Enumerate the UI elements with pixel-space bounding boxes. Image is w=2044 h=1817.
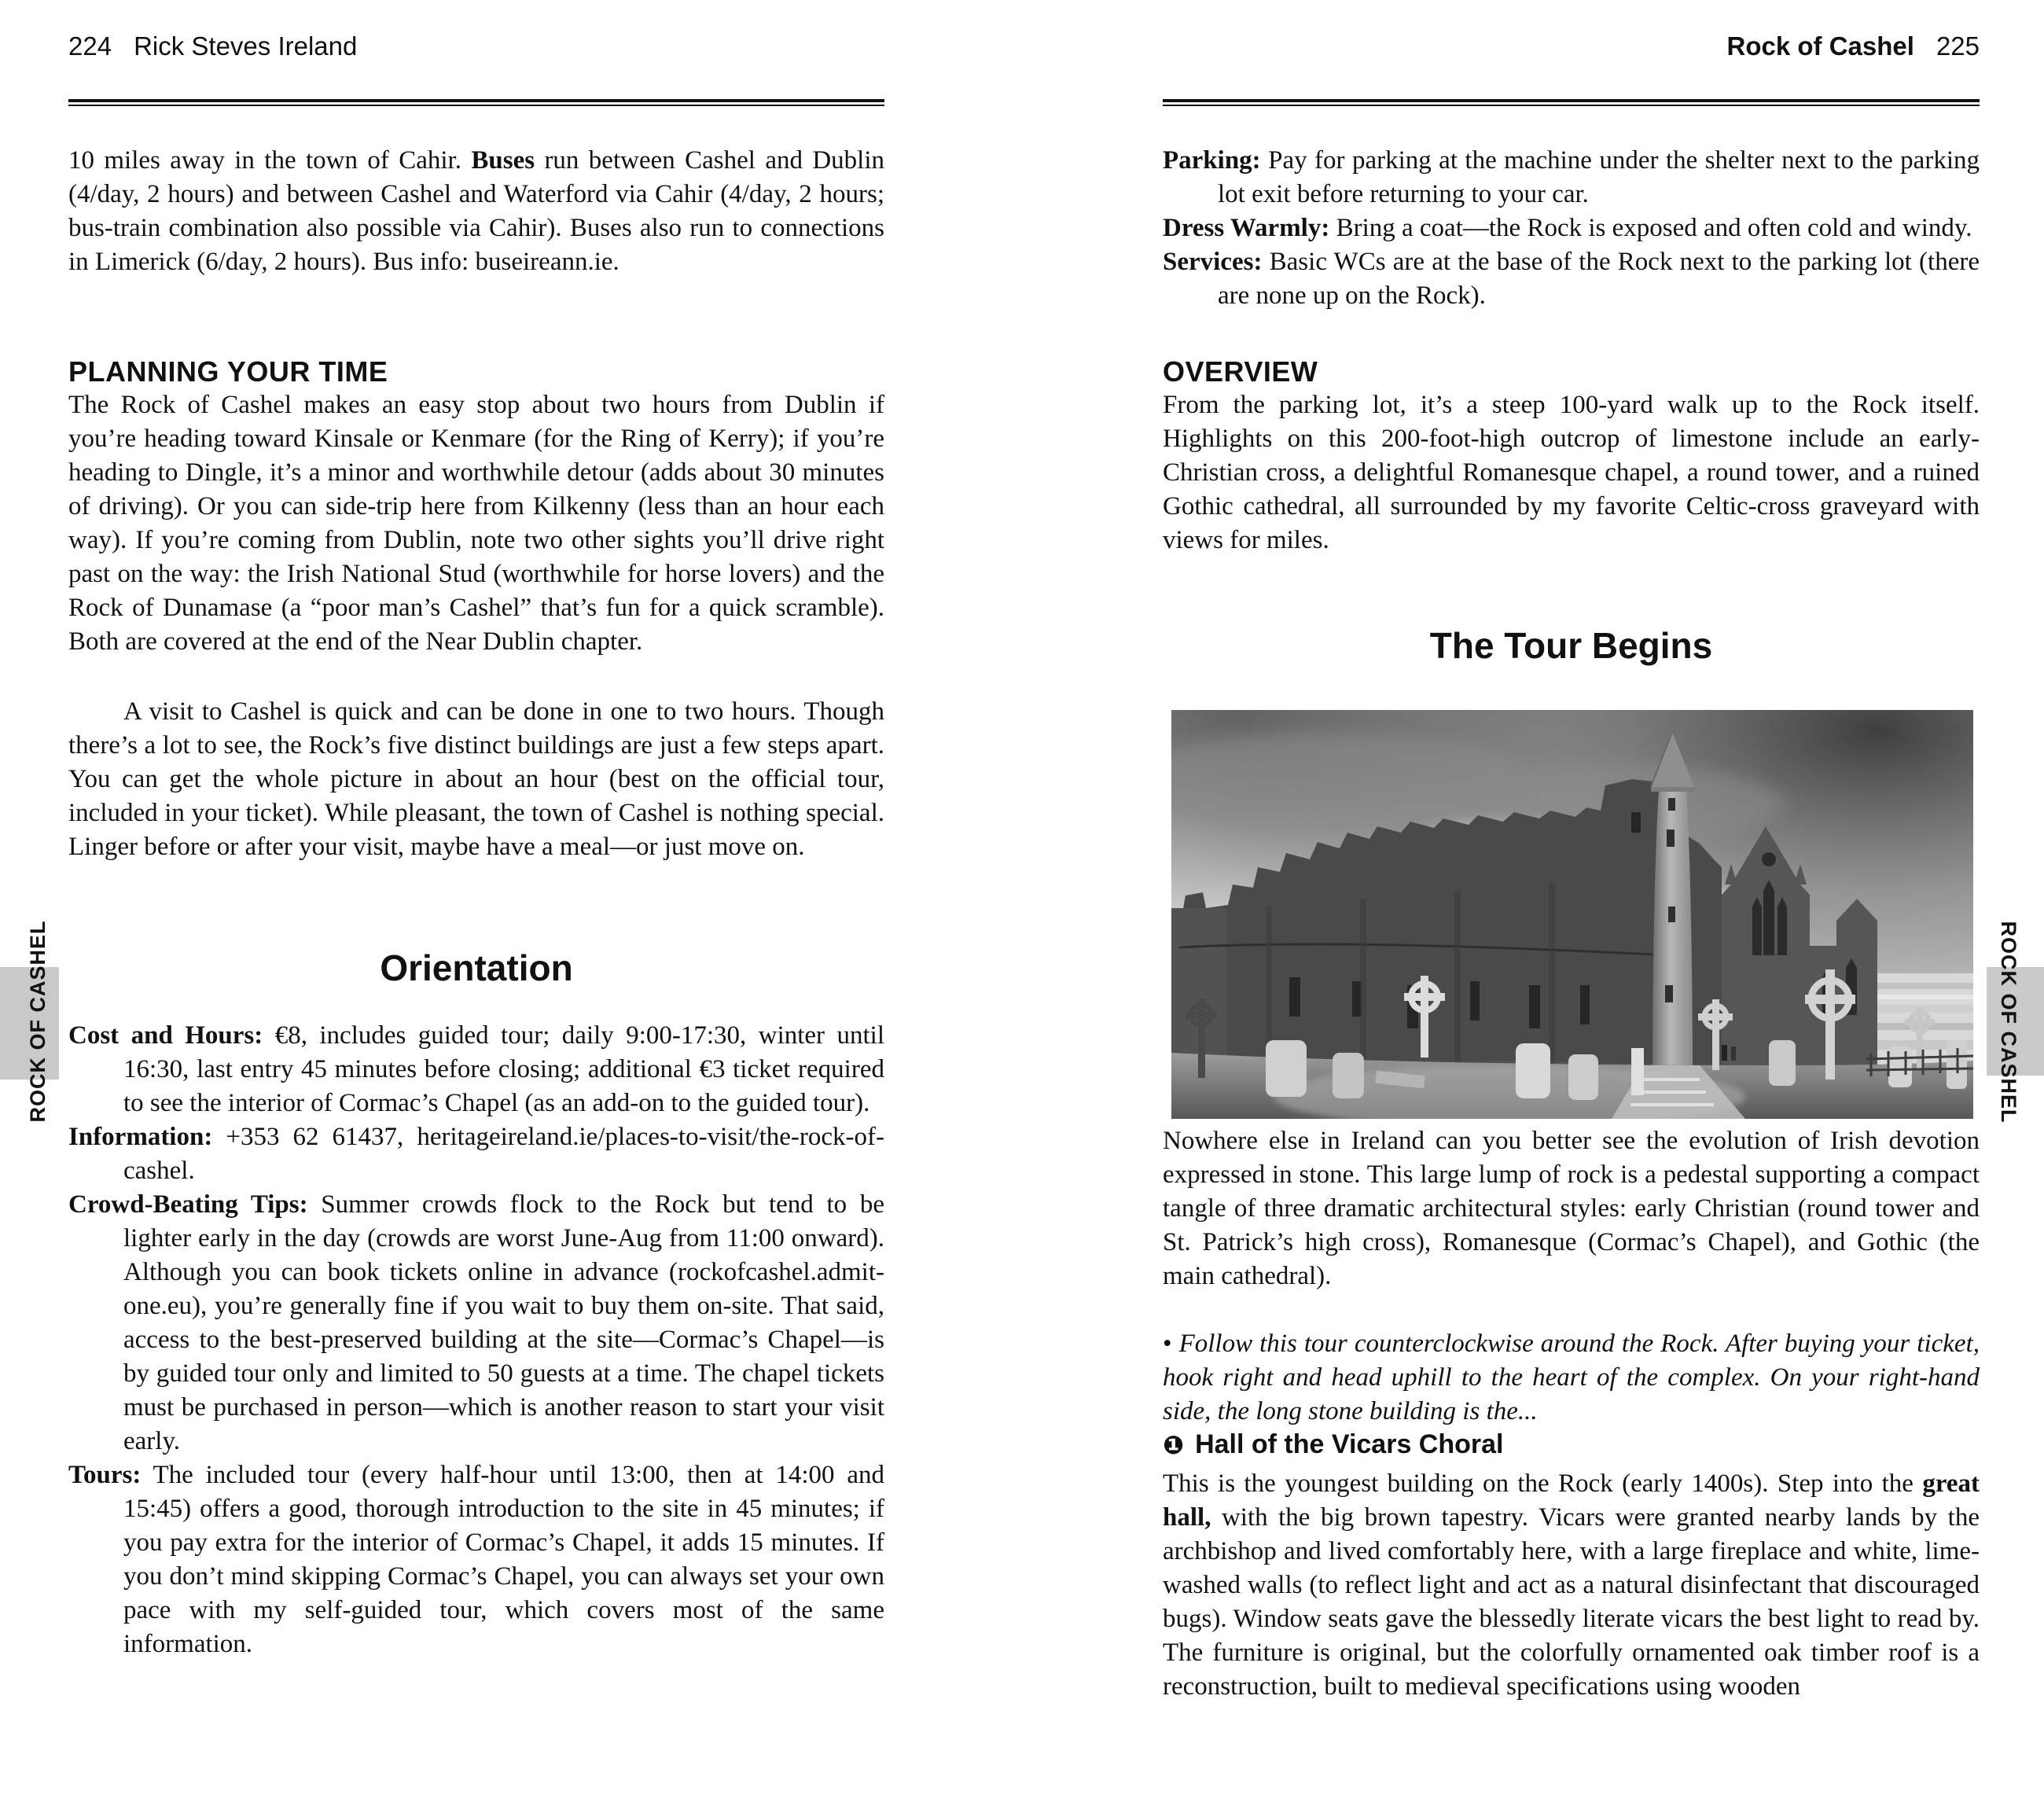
orientation-entries	[68, 1019, 884, 1661]
right-page-header	[1163, 31, 1980, 61]
hall-of-vicars-heading	[1163, 1429, 1980, 1460]
rock-of-cashel-photo	[1171, 710, 1973, 1119]
left-page-header	[68, 31, 884, 61]
entry-information: Information: +353 62 61437, heritageireland.ie/places-to-visit/the-rock-of-cashel.	[68, 1123, 884, 1185]
right-margin-tab-label: ROCK OF CASHEL	[1997, 921, 2020, 1124]
visit-paragraph: A visit to Cashel is quick and can be done in one to two hours. Though there’s a lot to see, the Rock’s five distinct buildings are just a few steps apart. You can get the whole picture in about an hour (best on the official tour, included in your ticket). While pleasant, the town of Cashel is nothing special. Linger before or after your visit, maybe have a meal—or just move on.	[68, 697, 884, 861]
planning-paragraph: The Rock of Cashel makes an easy stop about two hours from Dublin if you’re heading toward Kinsale or Kenmare (for the Ring of Kerry); if you’re heading to Dingle, it’s a minor and worthwhile detour (adds about 30 minutes of driving). Or you can side-trip here from Kilkenny (less than an hour each way). If you’re coming from Dublin, note two other sights you’ll drive right past on the way: the Irish National Stud (worthwhile for horse lovers) and the Rock of Dunamase (a “poor man’s Cashel” that’s fun for a quick scramble). Both are covered at the end of the Near Dublin chapter.	[68, 391, 884, 656]
orientation-heading: Orientation	[380, 947, 573, 988]
entry-parking: Parking: Pay for parking at the machine under the shelter next to the parking lot exit before returning to your car.	[1163, 146, 1980, 208]
entry-cost-and-hours: Cost and Hours: €8, includes guided tour; daily 9:00-17:30, winter until 16:30, last entry 45 minutes before closing; additional €3 ticket required to see the interior of Cormac’s Chapel (as an add-on to the guided tour).	[68, 1021, 884, 1117]
entry-crowd-beating-tips: Crowd-Beating Tips: Summer crowds flock to the Rock but tend to be lighter early in the day (crowds are worst June-Aug from 11:00 onward). Although you can book tickets online in advance (rockofcashel.admit-one.eu), you’re generally fine if you wait to buy them on-site. That said, access to the best-preserved building at the site—Cormac’s Chapel—is by guided tour only and limited to 50 guests at a time. The chapel tickets must be purchased in person—which is another reason to start your visit early.	[68, 1190, 884, 1455]
entry-tours: Tours: The included tour (every half-hour until 13:00, then at 14:00 and 15:45) offers a good, thorough introduction to the site in 45 minutes; if you pay extra for the interior of Cormac’s Chapel, it adds 15 minutes. If you don’t mind skipping Cormac’s Chapel, you can always set your own pace with my self-guided tour, which covers most of the same information.	[68, 1461, 884, 1658]
entry-dress-warmly: Dress Warmly: Bring a coat—the Rock is exposed and often cold and windy.	[1163, 214, 1972, 242]
practical-entries	[1163, 144, 1980, 313]
left-margin-tab-label: ROCK OF CASHEL	[26, 920, 50, 1123]
book-title: Rick Steves Ireland	[134, 31, 358, 61]
left-page-number: 224	[68, 31, 112, 61]
right-header-rule	[1163, 99, 1980, 106]
chapter-title: Rock of Cashel	[1726, 31, 1914, 61]
overview-paragraph: From the parking lot, it’s a steep 100-yard walk up to the Rock itself. Highlights on this 200-foot-high outcrop of limestone include an early-Christian cross, a delightful Romanesque chapel, a round tower, and a ruined Gothic cathedral, all surrounded by my favorite Celtic-cross graveyard with views for miles.	[1163, 391, 1980, 554]
tour-direction-note: • Follow this tour counterclockwise around the Rock. After buying your ticket, hook right and head uphill to the heart of the complex. On your right-hand side, the long stone building is the...	[1163, 1330, 1980, 1425]
planning-your-time-heading: PLANNING YOUR TIME	[68, 355, 388, 388]
intro-paragraph: 10 miles away in the town of Cahir. Buses run between Cashel and Dublin (4/day, 2 hours) and between Cashel and Waterford via Cahir (4/day, 2 hours; bus-train combination also possible via Cahir). Buses also run to connections in Limerick (6/day, 2 hours). Bus info: buseireann.ie.	[68, 146, 885, 276]
left-header-rule	[68, 99, 884, 106]
photo-round-tower	[1651, 732, 1695, 1080]
hall-paragraph: This is the youngest building on the Rock (early 1400s). Step into the great hall, with the big brown tapestry. Vicars were granted nearby lands by the archbishop and lived comfortably here, with a large fireplace and white, lime-washed walls (to reflect light and act as a natural disinfectant that discouraged bugs). Window seats gave the blessedly literate vicars the best light to read by. The furniture is original, but the colorfully ornamented oak timber roof is a reconstruction, built to medieval specifications using wooden	[1163, 1469, 1980, 1701]
entry-services: Services: Basic WCs are at the base of the Rock next to the parking lot (there are none up on the Rock).	[1163, 248, 1980, 310]
numbered-stop-icon: ❶	[1163, 1429, 1185, 1460]
tour-begins-heading: The Tour Begins	[1429, 625, 1713, 666]
right-page-number: 225	[1936, 31, 1980, 61]
nowhere-paragraph: Nowhere else in Ireland can you better see the evolution of Irish devotion expressed in stone. This large lump of rock is a pedestal supporting a compact tangle of three dramatic architectural styles: early Christian (round tower and St. Patrick’s high cross), Romanesque (Cormac’s Chapel), and Gothic (the main cathedral).	[1163, 1127, 1980, 1290]
hall-heading-label: Hall of the Vicars Choral	[1195, 1429, 1504, 1459]
overview-heading: OVERVIEW	[1163, 355, 1318, 388]
